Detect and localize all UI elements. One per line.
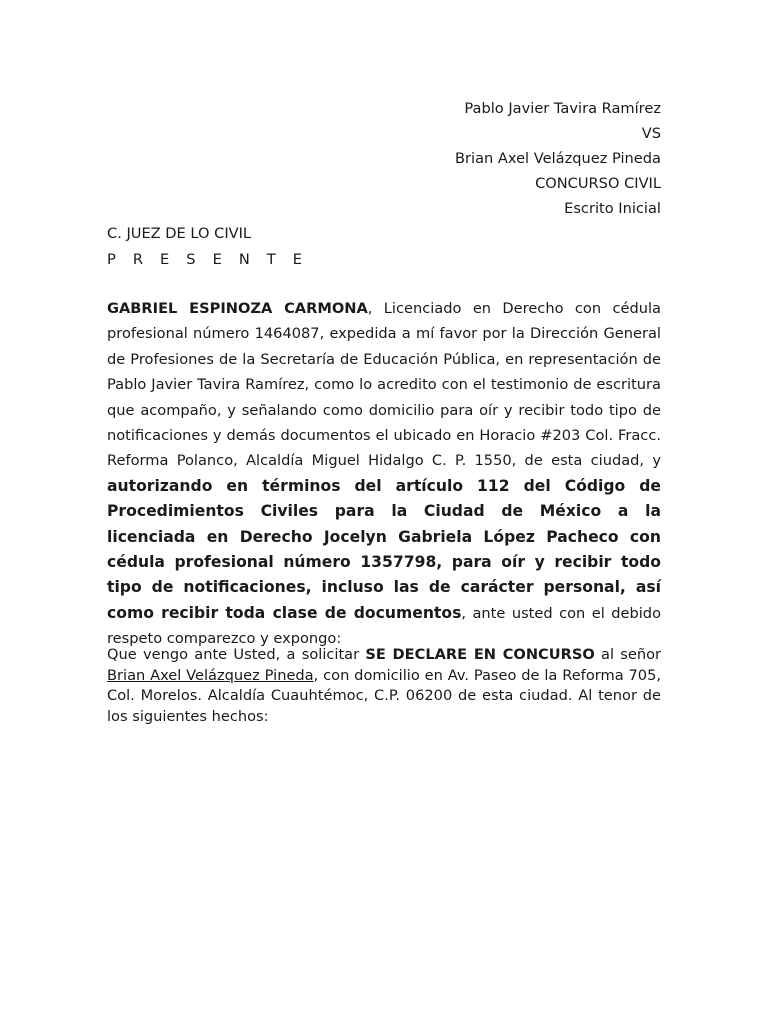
case-header	[261, 96, 661, 221]
case-type: CONCURSO CIVIL	[535, 175, 661, 192]
request-bold-text: SE DECLARE EN CONCURSO	[365, 646, 595, 663]
request-paragraph	[107, 645, 661, 727]
authorization-text: autorizando en términos del artículo 112 del Código de Procedimientos Civiles para la Ciudad de México a la licenciada en Derecho Jocelyn Gabriela López Pacheco con cédula profesional número 1357798, para oír y recibir todo tipo de notificaciones, incluso las de carácter personal, así como recibir toda clase de documentos	[107, 476, 661, 622]
plaintiff-name: Pablo Javier Tavira Ramírez	[464, 100, 661, 117]
addressee-block	[107, 221, 308, 272]
document-type: Escrito Inicial	[564, 200, 661, 217]
presente-label: P R E S E N T E	[107, 250, 309, 268]
attorney-credentials-text: , Licenciado en Derecho con cédula profesional número 1464087, expedida a mí favor por la Dirección General de Profesiones de la Secretaría de Educación Pública, en representación de Pablo Javier Tavira Ramírez, como lo acredito con el testimonio de escritura que acompaño, y señalando como domicilio para oír y recibir todo tipo de notificaciones y demás documentos el ubicado en Horacio #203 Col. Fracc. Reforma Polanco, Alcaldía Miguel Hidalgo C. P. 1550, de esta ciudad, y	[107, 300, 661, 470]
judge-title: C. JUEZ DE LO CIVIL	[107, 225, 252, 242]
defendant-name: Brian Axel Velázquez Pineda	[455, 150, 661, 167]
request-intro-text: Que vengo ante Usted, a solicitar	[107, 646, 366, 663]
versus-label: VS	[641, 125, 661, 142]
attorney-name: GABRIEL ESPINOZA CARMONA	[107, 300, 368, 317]
appearance-text: , ante usted con el debido respeto comparezco y expongo:	[107, 604, 661, 648]
defendant-name-underlined: Brian Axel Velázquez Pineda	[107, 666, 314, 684]
introduction-paragraph	[107, 296, 661, 652]
request-address-text: , con domicilio en Av. Paseo de la Reforma 705, Col. Morelos. Alcaldía Cuauhtémoc, C.P. 06200 de esta ciudad. Al tenor de los siguientes hechos:	[107, 666, 661, 725]
request-mid-text: al señor	[594, 646, 662, 663]
